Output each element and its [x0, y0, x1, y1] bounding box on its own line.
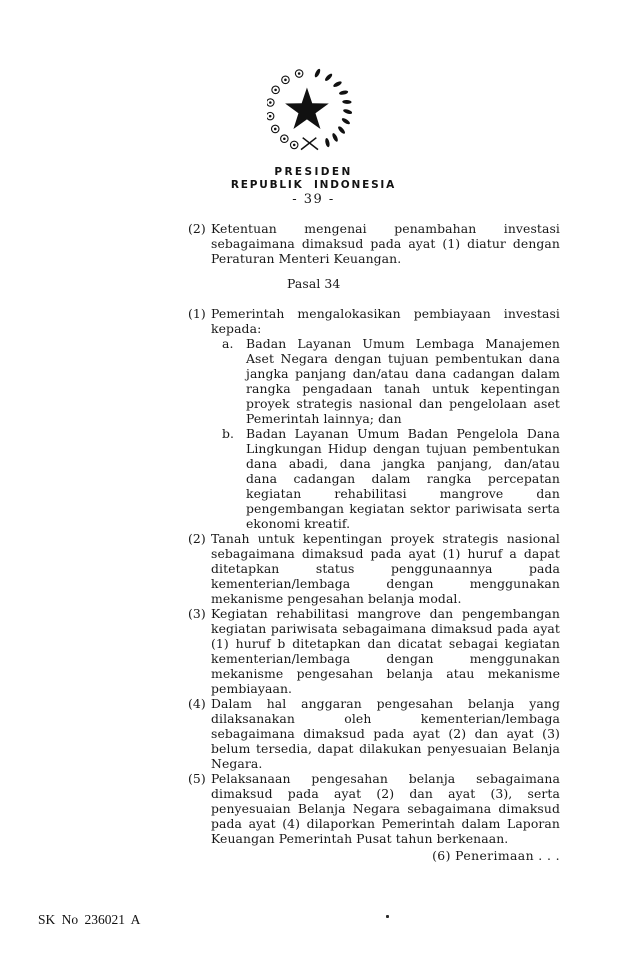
sub-item — [188, 426, 560, 531]
item-text — [246, 336, 560, 426]
text-line: belum tersedia, dapat dilakukan penyesuaian Belanja — [211, 741, 560, 756]
text-line: (1) huruf b ditetapkan dan dicatat sebagai kegiatan — [211, 636, 560, 651]
item-text — [211, 606, 560, 696]
text-line: dilaksanakan oleh kementerian/lembaga — [211, 711, 560, 726]
numbered-item — [188, 306, 560, 336]
text-line: kementerian/lembaga dengan menggunakan — [211, 651, 560, 666]
text-line: kementerian/lembaga dengan menggunakan — [211, 576, 560, 591]
numbered-item — [188, 606, 560, 696]
text-line: sebagaimana dimaksud pada ayat (2) dan ayat (3) — [211, 726, 560, 741]
item-marker: (5) — [188, 771, 206, 786]
text-line: Peraturan Menteri Keuangan. — [211, 251, 402, 266]
text-line: mekanisme pengesahan belanja modal. — [211, 591, 462, 606]
text-line: Tanah untuk kepentingan proyek strategis nasional — [211, 531, 560, 546]
text-line: dana cadangan dalam rangka percepatan — [246, 471, 560, 486]
text-line: ekonomi kreatif. — [246, 516, 351, 531]
seal-star — [285, 88, 329, 129]
item-marker: (2) — [188, 531, 206, 546]
scan-speck — [386, 915, 389, 918]
text-line: Aset Negara dengan tujuan pembentukan dana — [246, 351, 560, 366]
text-line: Keuangan Pemerintah Pusat tahun berkenaan. — [211, 831, 509, 846]
document-body — [188, 221, 560, 863]
text-line: kegiatan pariwisata sebagaimana dimaksud pada ayat — [211, 621, 560, 636]
text-line: proyek strategis nasional dan pengelolaan aset — [246, 396, 560, 411]
text-line: ditetapkan status penggunaannya pada — [211, 561, 560, 576]
sub-item — [188, 336, 560, 426]
numbered-item — [188, 771, 560, 846]
text-line: Badan Layanan Umum Lembaga Manajemen — [246, 336, 560, 351]
text-line: Badan Layanan Umum Badan Pengelola Dana — [246, 426, 560, 441]
text-line: Lingkungan Hidup dengan tujuan pembentukan — [246, 441, 560, 456]
numbered-item — [188, 696, 560, 771]
item-text — [211, 306, 560, 336]
institution-name-line1: PRESIDEN — [274, 166, 353, 178]
item-text — [211, 771, 560, 846]
text-line: dimaksud pada ayat (2) dan ayat (3), serta — [211, 786, 560, 801]
item-marker: (4) — [188, 696, 206, 711]
item-text — [211, 531, 560, 606]
text-line: pada ayat (4) dilaporkan Pemerintah dalam Laporan — [211, 816, 560, 831]
presidential-seal-icon — [267, 65, 352, 156]
text-line: pengembangan kegiatan sektor pariwisata serta — [246, 501, 560, 516]
text-line: dana abadi, dana jangka panjang, dan/atau — [246, 456, 560, 471]
text-line: jangka panjang dan/atau dana cadangan dalam — [246, 366, 560, 381]
item-marker: b. — [222, 426, 235, 441]
text-line: Pemerintah mengalokasikan pembiayaan investasi — [211, 306, 560, 321]
text-line: rangka pengadaan tanah untuk kepentingan — [246, 381, 560, 396]
institution-name-line2: REPUBLIK INDONESIA — [230, 179, 397, 191]
text-line: penyesuaian Belanja Negara sebagaimana dimaksud — [211, 801, 560, 816]
text-line: mekanisme pengesahan belanja atau mekanisme — [211, 666, 560, 681]
continuation-catchword: (6) Penerimaan . . . — [432, 848, 560, 863]
text-line: Pelaksanaan pengesahan belanja sebagaimana — [211, 771, 560, 786]
text-line: pembiayaan. — [211, 681, 293, 696]
sk-number: SK No 236021 A — [38, 912, 141, 927]
text-line: kegiatan rehabilitasi mangrove dan — [246, 486, 560, 501]
item-text — [211, 696, 560, 771]
item-marker: (3) — [188, 606, 206, 621]
text-line: kepada: — [211, 321, 262, 336]
text-line: sebagaimana dimaksud pada ayat (1) huruf a dapat — [211, 546, 560, 561]
article-heading: Pasal 34 — [287, 276, 341, 291]
numbered-item — [188, 221, 560, 266]
item-marker: (1) — [188, 306, 206, 321]
item-text — [246, 426, 560, 531]
item-text — [211, 221, 560, 266]
text-line: Pemerintah lainnya; dan — [246, 411, 402, 426]
text-line: sebagaimana dimaksud pada ayat (1) diatur dengan — [211, 236, 560, 251]
seal-stems — [301, 138, 318, 150]
text-line: Dalam hal anggaran pengesahan belanja yang — [211, 696, 560, 711]
item-marker: (2) — [188, 221, 206, 236]
text-line: Kegiatan rehabilitasi mangrove dan pengembangan — [211, 606, 560, 621]
text-line: Ketentuan mengenai penambahan investasi — [211, 221, 560, 236]
page-number: - 39 - — [292, 192, 335, 207]
item-marker: a. — [222, 336, 234, 351]
text-line: Negara. — [211, 756, 263, 771]
numbered-item — [188, 531, 560, 606]
